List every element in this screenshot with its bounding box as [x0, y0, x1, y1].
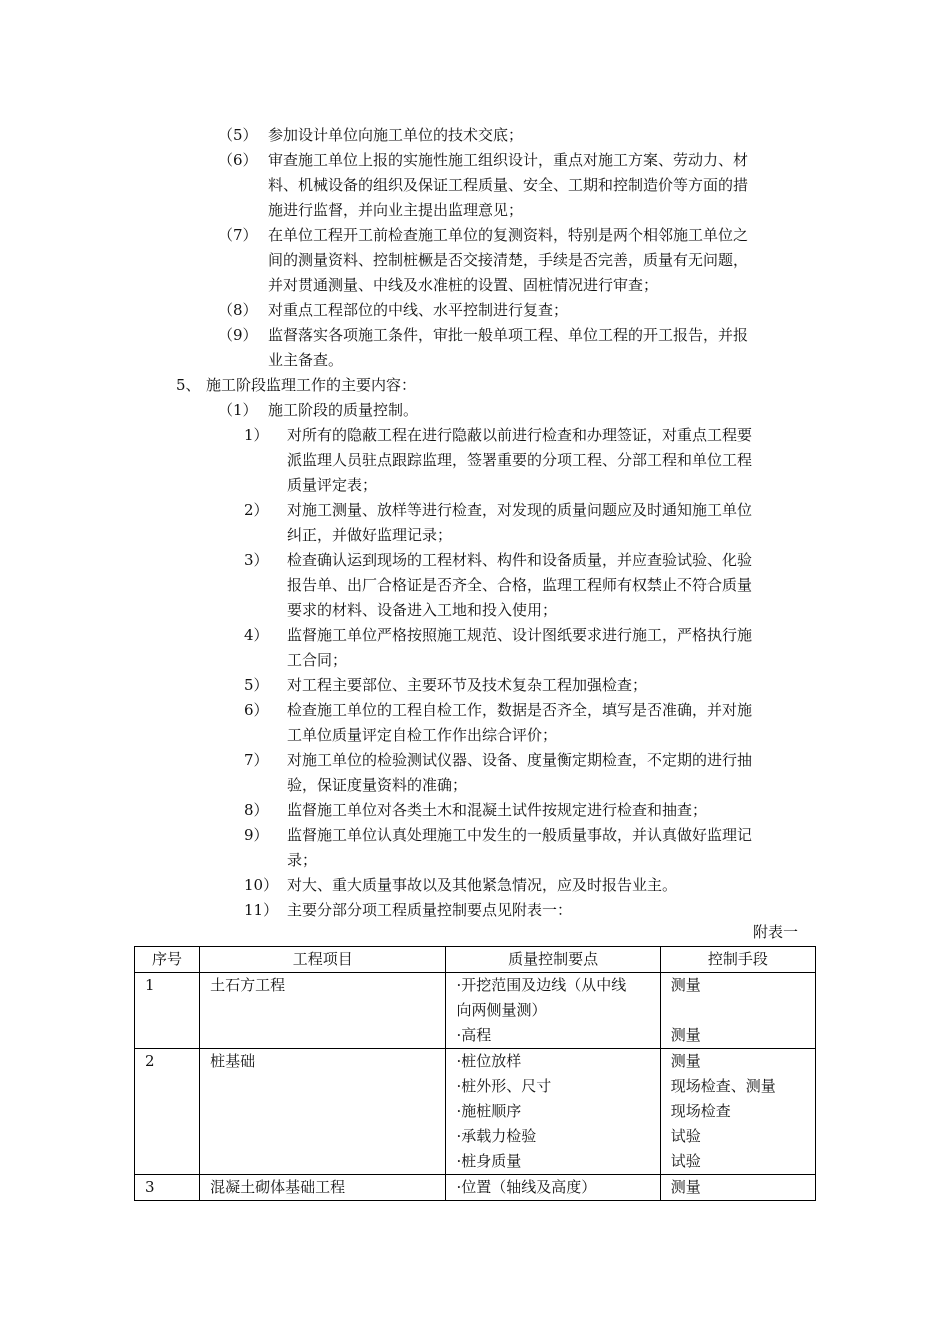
item-number: 5） [244, 676, 269, 694]
list-text: 并对贯通测量、中线及水准桩的设置、固桩情况进行审查； [268, 276, 659, 294]
item-text: 对施工测量、放样等进行检查，对发现的质量问题应及时通知施工单位 [287, 501, 753, 519]
item-text: 检查确认运到现场的工程材料、构件和设备质量，并应查验试验、化验 [287, 551, 753, 569]
control-point: ·位置（轴线及高度） [456, 1178, 597, 1196]
table-header-row [135, 947, 816, 973]
list-number: （7） [218, 226, 258, 244]
cell-project: 桩基础 [200, 1049, 446, 1175]
item-number: 4） [244, 626, 269, 644]
cell-no: 3 [135, 1175, 200, 1201]
control-means-blank [671, 998, 805, 1023]
control-means: 现场检查 [670, 1102, 731, 1120]
list-text: 监督落实各项施工条件，审批一般单项工程、单位工程的开工报告，并报 [268, 326, 749, 344]
list-text: 在单位工程开工前检查施工单位的复测资料，特别是两个相邻施工单位之 [268, 226, 749, 244]
item-text: 对施工单位的检验测试仪器、设备、度量衡定期检查，不定期的进行抽 [287, 751, 753, 769]
item-text: 监督施工单位对各类土木和混凝土试件按规定进行检查和抽查； [287, 801, 708, 819]
control-means: 测量 [670, 1052, 701, 1070]
list-text: 间的测量资料、控制桩橛是否交接清楚，手续是否完善，质量有无问题， [268, 251, 749, 269]
list-number: （6） [218, 151, 258, 169]
list-text: 业主备查。 [268, 351, 344, 369]
item-text: 录； [287, 851, 318, 869]
quality-control-table [134, 946, 816, 1201]
list-text: 对重点工程部位的中线、水平控制进行复查； [268, 301, 569, 319]
item-text: 对所有的隐蔽工程在进行隐蔽以前进行检查和办理签证，对重点工程要 [287, 426, 753, 444]
item-text: 监督施工单位严格按照施工规范、设计图纸要求进行施工，严格执行施 [287, 626, 753, 644]
list-text: 施进行监督，并向业主提出监理意见； [268, 201, 524, 219]
control-means: 测量 [670, 1026, 701, 1044]
item-number: 2） [244, 501, 269, 519]
section-number: 5、 [176, 376, 201, 394]
item-text: 报告单、出厂合格证是否齐全、合格，监理工程师有权禁止不符合质量 [287, 576, 753, 594]
control-means: 测量 [670, 1178, 701, 1196]
cell-means [660, 1049, 815, 1175]
cell-project: 混凝土砌体基础工程 [200, 1175, 446, 1201]
list-number: （5） [218, 126, 258, 144]
control-point: ·桩位放样 [456, 1052, 522, 1070]
control-means: 测量 [670, 976, 701, 994]
item-number: 1） [244, 426, 269, 444]
item-text: 检查施工单位的工程自检工作，数据是否齐全，填写是否准确，并对施 [287, 701, 753, 719]
item-text: 工合同； [287, 651, 348, 669]
item-text: 纠正，并做好监理记录； [287, 526, 453, 544]
list-text: 料、机械设备的组织及保证工程质量、安全、工期和控制造价等方面的措 [268, 176, 749, 194]
header-project: 工程项目 [200, 947, 446, 973]
item-number: 3） [244, 551, 269, 569]
item-text: 质量评定表； [287, 476, 378, 494]
item-number: 11） [244, 901, 279, 919]
control-point: ·开挖范围及边线（从中线 [456, 976, 627, 994]
control-point: ·高程 [456, 1026, 492, 1044]
cell-points [446, 1049, 660, 1175]
subsection-number: （1） [218, 401, 258, 419]
table-row [135, 1175, 816, 1201]
cell-points [446, 973, 660, 1049]
header-means: 控制手段 [660, 947, 815, 973]
item-number: 10） [244, 876, 279, 894]
item-number: 6） [244, 701, 269, 719]
control-means: 试验 [670, 1152, 701, 1170]
item-text: 工单位质量评定自检工作作出综合评价； [287, 726, 558, 744]
item-number: 8） [244, 801, 269, 819]
cell-means [660, 1175, 815, 1201]
item-text: 派监理人员驻点跟踪监理，签署重要的分项工程、分部工程和单位工程 [287, 451, 753, 469]
header-points: 质量控制要点 [446, 947, 660, 973]
item-number: 9） [244, 826, 269, 844]
item-number: 7） [244, 751, 269, 769]
item-text: 验，保证度量资料的准确； [287, 776, 468, 794]
list-text: 参加设计单位向施工单位的技术交底； [268, 126, 524, 144]
table-caption: 附表一 [752, 923, 798, 941]
cell-no: 1 [135, 973, 200, 1049]
table-row [135, 973, 816, 1049]
control-point: ·承载力检验 [456, 1127, 537, 1145]
header-no: 序号 [135, 947, 200, 973]
item-text: 主要分部分项工程质量控制要点见附表一： [287, 901, 573, 919]
control-point: ·施桩顺序 [456, 1102, 522, 1120]
list-text: 审查施工单位上报的实施性施工组织设计，重点对施工方案、劳动力、材 [268, 151, 749, 169]
cell-project: 土石方工程 [200, 973, 446, 1049]
list-number: （8） [218, 301, 258, 319]
subsection-title: 施工阶段的质量控制。 [268, 401, 419, 419]
section-title: 施工阶段监理工作的主要内容： [206, 376, 417, 394]
control-point: ·桩身质量 [456, 1152, 522, 1170]
item-text: 对大、重大质量事故以及其他紧急情况，应及时报告业主。 [287, 876, 678, 894]
control-point: ·桩外形、尺寸 [456, 1077, 552, 1095]
list-number: （9） [218, 326, 258, 344]
cell-no: 2 [135, 1049, 200, 1175]
item-text: 要求的材料、设备进入工地和投入使用； [287, 601, 558, 619]
cell-points [446, 1175, 660, 1201]
table-row [135, 1049, 816, 1175]
item-text: 监督施工单位认真处理施工中发生的一般质量事故，并认真做好监理记 [287, 826, 753, 844]
item-text: 对工程主要部位、主要环节及技术复杂工程加强检查； [287, 676, 648, 694]
control-means: 试验 [670, 1127, 701, 1145]
cell-means [660, 973, 815, 1049]
control-means: 现场检查、测量 [670, 1077, 776, 1095]
control-point: 向两侧量测） [456, 1001, 547, 1019]
